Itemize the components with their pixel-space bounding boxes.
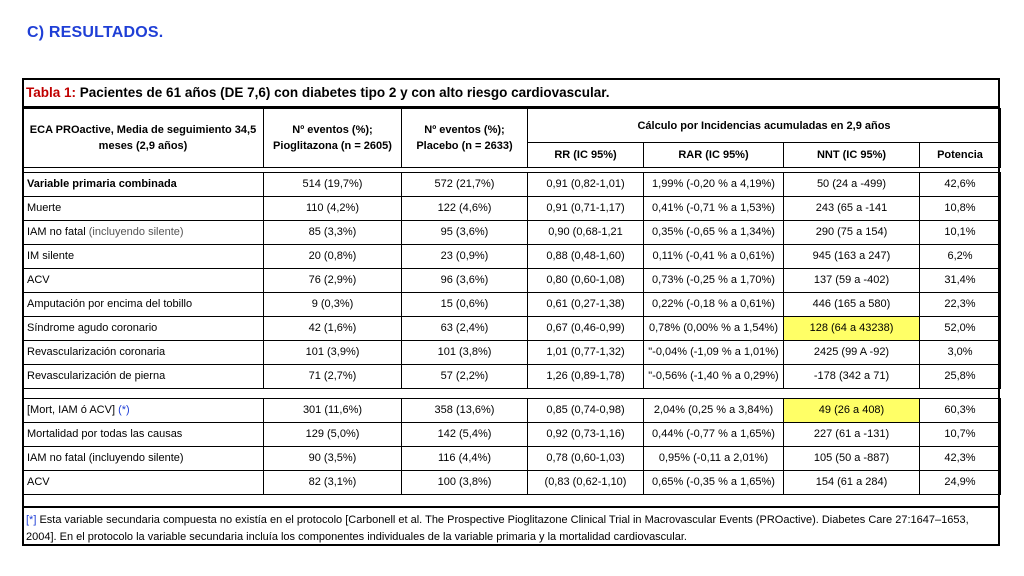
table-row: [23, 447, 1001, 471]
cell-nnt: 50 (24 a -499): [784, 173, 920, 197]
variable-label: Amputación por encima del tobillo: [27, 298, 193, 310]
cell-variable: [23, 447, 264, 471]
cell-rar: "-0,04% (-1,09 % a 1,01%): [644, 341, 784, 365]
variable-extra: (incluyendo silente): [88, 226, 184, 238]
cell-pioglitazona: 110 (4,2%): [264, 197, 402, 221]
cell-potencia: 31,4%: [920, 269, 1001, 293]
cell-rr: 1,01 (0,77-1,32): [528, 341, 644, 365]
cell-rr: 1,26 (0,89-1,78): [528, 365, 644, 389]
cell-rar: 0,95% (-0,11 a 2,01%): [644, 447, 784, 471]
cell-potencia: 10,7%: [920, 423, 1001, 447]
cell-rr: 0,91 (0,71-1,17): [528, 197, 644, 221]
cell-pioglitazona: 20 (0,8%): [264, 245, 402, 269]
cell-potencia: 25,8%: [920, 365, 1001, 389]
cell-placebo: 101 (3,8%): [402, 341, 528, 365]
table-row: [23, 197, 1001, 221]
cell-potencia: 6,2%: [920, 245, 1001, 269]
header-col-variable: ECA PROactive, Media de seguimiento 34,5 meses (2,9 años): [23, 109, 264, 168]
cell-placebo: 572 (21,7%): [402, 173, 528, 197]
footnote-marker: [*]: [26, 514, 37, 526]
variable-label: ACV: [27, 476, 50, 488]
cell-variable: [23, 197, 264, 221]
cell-potencia: 24,9%: [920, 471, 1001, 495]
footnote-text: Esta variable secundaria compuesta no existía en el protocolo [Carbonell et al. The Prospective Pioglitazone Clinical Trial in Macrovascular Events (PROactive). Diabetes Care 27:1647–1653, 2004]. En el protocolo la variable secundaria incluía los componentes individuales de la variable primaria y la mortalidad cardiovascular.: [26, 514, 969, 543]
cell-rar: 0,41% (-0,71 % a 1,53%): [644, 197, 784, 221]
cell-potencia: 52,0%: [920, 317, 1001, 341]
cell-pioglitazona: 85 (3,3%): [264, 221, 402, 245]
cell-rr: 0,92 (0,73-1,16): [528, 423, 644, 447]
variable-label: Mortalidad por todas las causas: [27, 428, 183, 440]
header-col-rar: RAR (IC 95%): [644, 143, 784, 168]
cell-rr: (0,83 (0,62-1,10): [528, 471, 644, 495]
cell-nnt: 128 (64 a 43238): [784, 317, 920, 341]
table-row: [23, 293, 1001, 317]
header-col-placebo: Nº eventos (%); Placebo (n = 2633): [402, 109, 528, 168]
cell-nnt: 945 (163 a 247): [784, 245, 920, 269]
cell-variable: [23, 173, 264, 197]
variable-label: Variable primaria combinada: [27, 178, 177, 190]
variable-label: IAM no fatal: [27, 226, 89, 238]
cell-placebo: 63 (2,4%): [402, 317, 528, 341]
cell-rar: 0,35% (-0,65 % a 1,34%): [644, 221, 784, 245]
cell-potencia: 42,6%: [920, 173, 1001, 197]
cell-nnt: 49 (26 a 408): [784, 399, 920, 423]
cell-potencia: 60,3%: [920, 399, 1001, 423]
variable-label: Muerte: [27, 202, 62, 214]
table-row: [23, 221, 1001, 245]
header-col-nnt: NNT (IC 95%): [784, 143, 920, 168]
cell-variable: [23, 269, 264, 293]
cell-pioglitazona: 42 (1,6%): [264, 317, 402, 341]
header-col-potencia: Potencia: [920, 143, 1001, 168]
header-col-pioglitazona: Nº eventos (%); Pioglitazona (n = 2605): [264, 109, 402, 168]
cell-rar: 0,22% (-0,18 % a 0,61%): [644, 293, 784, 317]
cell-rr: 0,78 (0,60-1,03): [528, 447, 644, 471]
cell-placebo: 116 (4,4%): [402, 447, 528, 471]
cell-placebo: 358 (13,6%): [402, 399, 528, 423]
cell-pioglitazona: 71 (2,7%): [264, 365, 402, 389]
cell-placebo: 122 (4,6%): [402, 197, 528, 221]
cell-nnt: 446 (165 a 580): [784, 293, 920, 317]
cell-pioglitazona: 76 (2,9%): [264, 269, 402, 293]
section-heading: C) RESULTADOS.: [27, 24, 164, 41]
variable-extra: (*): [118, 404, 130, 416]
header-col-rr: RR (IC 95%): [528, 143, 644, 168]
variable-label: ACV: [27, 274, 50, 286]
cell-nnt: 290 (75 a 154): [784, 221, 920, 245]
table-title-prefix: Tabla 1:: [26, 85, 77, 100]
cell-rar: 0,11% (-0,41 % a 0,61%): [644, 245, 784, 269]
cell-potencia: 10,1%: [920, 221, 1001, 245]
cell-placebo: 142 (5,4%): [402, 423, 528, 447]
cell-rr: 0,91 (0,82-1,01): [528, 173, 644, 197]
table-row: [23, 317, 1001, 341]
cell-potencia: 42,3%: [920, 447, 1001, 471]
cell-placebo: 23 (0,9%): [402, 245, 528, 269]
cell-pioglitazona: 514 (19,7%): [264, 173, 402, 197]
cell-variable: [23, 471, 264, 495]
table-row: [23, 173, 1001, 197]
cell-variable: [23, 221, 264, 245]
header-group-calculo: Cálculo por Incidencias acumuladas en 2,9 años: [528, 109, 1001, 143]
cell-pioglitazona: 129 (5,0%): [264, 423, 402, 447]
cell-rr: 0,61 (0,27-1,38): [528, 293, 644, 317]
variable-label: [Mort, IAM ó ACV]: [27, 404, 119, 416]
cell-nnt: 105 (50 a -887): [784, 447, 920, 471]
cell-nnt: 243 (65 a -141: [784, 197, 920, 221]
cell-rar: 1,99% (-0,20 % a 4,19%): [644, 173, 784, 197]
cell-placebo: 100 (3,8%): [402, 471, 528, 495]
footnote: [22, 506, 1000, 546]
table-row: [23, 245, 1001, 269]
cell-pioglitazona: 90 (3,5%): [264, 447, 402, 471]
cell-pioglitazona: 9 (0,3%): [264, 293, 402, 317]
variable-label: Revascularización de pierna: [27, 370, 166, 382]
cell-potencia: 10,8%: [920, 197, 1001, 221]
cell-rar: 0,44% (-0,77 % a 1,65%): [644, 423, 784, 447]
cell-rar: "-0,56% (-1,40 % a 0,29%): [644, 365, 784, 389]
table-row: [23, 423, 1001, 447]
cell-pioglitazona: 82 (3,1%): [264, 471, 402, 495]
secondary-block: [22, 398, 1000, 495]
cell-variable: [23, 245, 264, 269]
cell-nnt: 154 (61 a 284): [784, 471, 920, 495]
cell-variable: [23, 317, 264, 341]
cell-rr: 0,80 (0,60-1,08): [528, 269, 644, 293]
cell-nnt: 137 (59 a -402): [784, 269, 920, 293]
primary-block: [22, 172, 1000, 389]
cell-variable: [23, 341, 264, 365]
table-row: [23, 399, 1001, 423]
cell-rr: 0,90 (0,68-1,21: [528, 221, 644, 245]
table-row: [23, 471, 1001, 495]
cell-rr: 0,88 (0,48-1,60): [528, 245, 644, 269]
cell-placebo: 96 (3,6%): [402, 269, 528, 293]
table-row: [23, 269, 1001, 293]
variable-label: Revascularización coronaria: [27, 346, 166, 358]
cell-pioglitazona: 101 (3,9%): [264, 341, 402, 365]
table-title: [22, 78, 1000, 108]
table-title-text: Pacientes de 61 años (DE 7,6) con diabetes tipo 2 y con alto riesgo cardiovascular.: [76, 85, 610, 100]
cell-nnt: 227 (61 a -131): [784, 423, 920, 447]
cell-pioglitazona: 301 (11,6%): [264, 399, 402, 423]
cell-rar: 0,78% (0,00% % a 1,54%): [644, 317, 784, 341]
cell-variable: [23, 423, 264, 447]
table-row: [23, 365, 1001, 389]
cell-placebo: 95 (3,6%): [402, 221, 528, 245]
cell-potencia: 3,0%: [920, 341, 1001, 365]
cell-rr: 0,67 (0,46-0,99): [528, 317, 644, 341]
cell-variable: [23, 293, 264, 317]
cell-placebo: 57 (2,2%): [402, 365, 528, 389]
variable-label: IAM no fatal (incluyendo silente): [27, 452, 184, 464]
table-header: [22, 108, 1000, 168]
cell-rar: 0,65% (-0,35 % a 1,65%): [644, 471, 784, 495]
cell-rar: 0,73% (-0,25 % a 1,70%): [644, 269, 784, 293]
cell-nnt: -178 (342 a 71): [784, 365, 920, 389]
cell-potencia: 22,3%: [920, 293, 1001, 317]
variable-label: IM silente: [27, 250, 75, 262]
cell-variable: [23, 365, 264, 389]
cell-placebo: 15 (0,6%): [402, 293, 528, 317]
cell-nnt: 2425 (99 A -92): [784, 341, 920, 365]
variable-label: Síndrome agudo coronario: [27, 322, 158, 334]
cell-variable: [23, 399, 264, 423]
cell-rar: 2,04% (0,25 % a 3,84%): [644, 399, 784, 423]
table-row: [23, 341, 1001, 365]
cell-rr: 0,85 (0,74-0,98): [528, 399, 644, 423]
